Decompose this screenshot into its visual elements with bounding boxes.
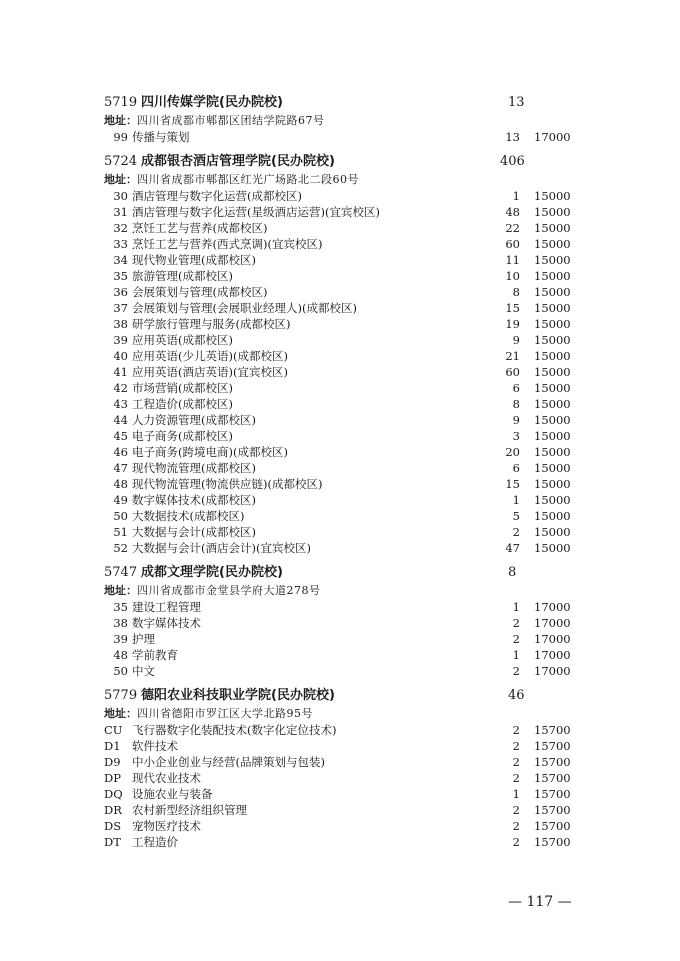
major-name: 现代物流管理(物流供应链)(成都校区) bbox=[132, 477, 323, 491]
school-block bbox=[0, 93, 680, 145]
major-tuition-fee: 15000 bbox=[534, 461, 571, 475]
major-code: 50 bbox=[113, 664, 128, 678]
school-address bbox=[0, 583, 680, 599]
major-tuition-fee: 17000 bbox=[534, 648, 571, 662]
major-tuition-fee: 15000 bbox=[534, 429, 571, 443]
major-code: DP bbox=[104, 771, 121, 785]
major-name: 学前教育 bbox=[132, 648, 178, 662]
major-code: D9 bbox=[104, 755, 121, 769]
major-tuition-fee: 15000 bbox=[534, 365, 571, 379]
major-name: 旅游管理(成都校区) bbox=[132, 269, 233, 283]
major-tuition-fee: 17000 bbox=[534, 600, 571, 614]
major-name: 应用英语(酒店英语)(宜宾校区) bbox=[132, 365, 288, 379]
school-address bbox=[0, 706, 680, 722]
major-tuition-fee: 15000 bbox=[534, 397, 571, 411]
address-label: 地址： bbox=[104, 173, 137, 186]
major-tuition-fee: 15000 bbox=[534, 301, 571, 315]
major-plan-count: 5 bbox=[512, 509, 520, 523]
major-tuition-fee: 17000 bbox=[534, 664, 571, 678]
major-name: 会展策划与管理(会展职业经理人)(成都校区) bbox=[132, 301, 357, 315]
major-code: DQ bbox=[104, 787, 123, 801]
major-name: 烹饪工艺与营养(成都校区) bbox=[132, 221, 268, 235]
major-row bbox=[0, 252, 680, 268]
major-tuition-fee: 17000 bbox=[534, 130, 571, 144]
major-name: 电子商务(成都校区) bbox=[132, 429, 233, 443]
major-code: 35 bbox=[113, 600, 128, 614]
major-name: 现代农业技术 bbox=[132, 771, 201, 785]
address-text: 四川省成都市金堂县学府大道278号 bbox=[137, 584, 321, 597]
major-row bbox=[0, 364, 680, 380]
major-code: 52 bbox=[113, 541, 128, 555]
major-code: 49 bbox=[113, 493, 128, 507]
major-name: 软件技术 bbox=[132, 739, 178, 753]
major-plan-count: 1 bbox=[512, 600, 520, 614]
address-label: 地址： bbox=[104, 707, 137, 720]
major-code: 46 bbox=[113, 445, 128, 459]
major-tuition-fee: 15700 bbox=[534, 723, 571, 737]
address-label: 地址： bbox=[104, 584, 137, 597]
major-tuition-fee: 15000 bbox=[534, 445, 571, 459]
major-code: 40 bbox=[113, 349, 128, 363]
major-plan-count: 10 bbox=[505, 269, 520, 283]
major-name: 建设工程管理 bbox=[132, 600, 201, 614]
major-plan-count: 2 bbox=[512, 819, 520, 833]
major-plan-count: 1 bbox=[512, 189, 520, 203]
major-code: 47 bbox=[113, 461, 128, 475]
major-tuition-fee: 17000 bbox=[534, 632, 571, 646]
major-name: 大数据与会计(成都校区) bbox=[132, 525, 256, 539]
major-tuition-fee: 15700 bbox=[534, 787, 571, 801]
major-plan-count: 2 bbox=[512, 616, 520, 630]
major-name: 数字媒体技术(成都校区) bbox=[132, 493, 256, 507]
major-name: 中小企业创业与经营(品牌策划与包装) bbox=[132, 755, 325, 769]
school-code: 5719 bbox=[104, 95, 138, 110]
major-code: 33 bbox=[113, 237, 128, 251]
major-name: 中文 bbox=[132, 664, 155, 678]
major-row bbox=[0, 129, 680, 145]
school-total-plan: 13 bbox=[508, 95, 525, 110]
major-code: DT bbox=[104, 835, 121, 849]
major-tuition-fee: 15000 bbox=[534, 237, 571, 251]
school-address bbox=[0, 172, 680, 188]
major-tuition-fee: 15700 bbox=[534, 771, 571, 785]
major-tuition-fee: 15700 bbox=[534, 819, 571, 833]
major-name: 工程造价 bbox=[132, 835, 178, 849]
address-text: 四川省成都市郫都区红光广场路北二段60号 bbox=[137, 173, 359, 186]
major-name: 酒店管理与数字化运营(星级酒店运营)(宜宾校区) bbox=[132, 205, 380, 219]
school-name: 成都文理学院(民办院校) bbox=[141, 565, 283, 580]
major-plan-count: 9 bbox=[512, 413, 520, 427]
major-plan-count: 19 bbox=[505, 317, 520, 331]
major-plan-count: 2 bbox=[512, 632, 520, 646]
major-tuition-fee: 15000 bbox=[534, 509, 571, 523]
major-code: 42 bbox=[113, 381, 128, 395]
major-tuition-fee: 15000 bbox=[534, 189, 571, 203]
major-plan-count: 15 bbox=[505, 301, 520, 315]
major-plan-count: 21 bbox=[505, 349, 520, 363]
major-name: 研学旅行管理与服务(成都校区) bbox=[132, 317, 291, 331]
major-plan-count: 8 bbox=[512, 397, 520, 411]
major-tuition-fee: 15000 bbox=[534, 317, 571, 331]
major-plan-count: 2 bbox=[512, 525, 520, 539]
major-plan-count: 2 bbox=[512, 755, 520, 769]
major-name: 烹饪工艺与营养(西式烹调)(宜宾校区) bbox=[132, 237, 323, 251]
major-row bbox=[0, 220, 680, 236]
major-row bbox=[0, 380, 680, 396]
major-plan-count: 60 bbox=[505, 365, 520, 379]
major-tuition-fee: 15000 bbox=[534, 381, 571, 395]
major-code: 32 bbox=[113, 221, 128, 235]
school-code: 5724 bbox=[104, 154, 138, 169]
major-row bbox=[0, 802, 680, 818]
major-tuition-fee: 15000 bbox=[534, 349, 571, 363]
school-total-plan: 406 bbox=[500, 154, 525, 169]
address-text: 四川省德阳市罗江区大学北路95号 bbox=[137, 707, 313, 720]
major-code: 34 bbox=[113, 253, 128, 267]
major-plan-count: 6 bbox=[512, 381, 520, 395]
major-row bbox=[0, 818, 680, 834]
major-row bbox=[0, 460, 680, 476]
major-plan-count: 2 bbox=[512, 664, 520, 678]
major-code: CU bbox=[104, 723, 123, 737]
page-number: — 117 — bbox=[508, 894, 572, 910]
major-name: 人力资源管理(成都校区) bbox=[132, 413, 256, 427]
major-code: DR bbox=[104, 803, 122, 817]
school-name: 德阳农业科技职业学院(民办院校) bbox=[141, 688, 335, 703]
major-tuition-fee: 15000 bbox=[534, 477, 571, 491]
major-row bbox=[0, 524, 680, 540]
major-code: 45 bbox=[113, 429, 128, 443]
major-plan-count: 20 bbox=[505, 445, 520, 459]
major-code: 38 bbox=[113, 317, 128, 331]
major-plan-count: 9 bbox=[512, 333, 520, 347]
school-total-plan: 8 bbox=[508, 565, 517, 580]
major-row bbox=[0, 738, 680, 754]
major-row bbox=[0, 204, 680, 220]
school-block bbox=[0, 686, 680, 850]
major-row bbox=[0, 268, 680, 284]
major-code: 43 bbox=[113, 397, 128, 411]
major-code: 99 bbox=[113, 130, 128, 144]
major-plan-count: 3 bbox=[512, 429, 520, 443]
address-label: 地址： bbox=[104, 114, 137, 127]
major-row bbox=[0, 348, 680, 364]
major-name: 现代物流管理(成都校区) bbox=[132, 461, 256, 475]
major-code: 51 bbox=[113, 525, 128, 539]
major-name: 酒店管理与数字化运营(成都校区) bbox=[132, 189, 302, 203]
major-row bbox=[0, 770, 680, 786]
major-row bbox=[0, 428, 680, 444]
school-block bbox=[0, 152, 680, 556]
major-row bbox=[0, 647, 680, 663]
school-name: 四川传媒学院(民办院校) bbox=[141, 95, 283, 110]
major-name: 大数据与会计(酒店会计)(宜宾校区) bbox=[132, 541, 311, 555]
major-plan-count: 60 bbox=[505, 237, 520, 251]
major-code: 48 bbox=[113, 648, 128, 662]
major-row bbox=[0, 300, 680, 316]
major-name: 宠物医疗技术 bbox=[132, 819, 201, 833]
major-code: 36 bbox=[113, 285, 128, 299]
major-tuition-fee: 15000 bbox=[534, 413, 571, 427]
school-total-plan: 46 bbox=[508, 688, 525, 703]
major-code: 44 bbox=[113, 413, 128, 427]
major-plan-count: 8 bbox=[512, 285, 520, 299]
major-name: 设施农业与装备 bbox=[132, 787, 213, 801]
major-code: 39 bbox=[113, 333, 128, 347]
major-code: 48 bbox=[113, 477, 128, 491]
major-row bbox=[0, 663, 680, 679]
major-plan-count: 6 bbox=[512, 461, 520, 475]
major-name: 电子商务(跨境电商)(成都校区) bbox=[132, 445, 288, 459]
major-tuition-fee: 15700 bbox=[534, 739, 571, 753]
school-header bbox=[0, 686, 680, 706]
major-plan-count: 1 bbox=[512, 787, 520, 801]
major-row bbox=[0, 444, 680, 460]
major-row bbox=[0, 599, 680, 615]
major-row bbox=[0, 786, 680, 802]
major-row bbox=[0, 316, 680, 332]
major-name: 应用英语(少儿英语)(成都校区) bbox=[132, 349, 288, 363]
major-name: 应用英语(成都校区) bbox=[132, 333, 233, 347]
major-code: 50 bbox=[113, 509, 128, 523]
major-row bbox=[0, 722, 680, 738]
major-tuition-fee: 15000 bbox=[534, 285, 571, 299]
major-name: 现代物业管理(成都校区) bbox=[132, 253, 256, 267]
major-name: 农村新型经济组织管理 bbox=[132, 803, 247, 817]
major-code: D1 bbox=[104, 739, 121, 753]
major-row bbox=[0, 332, 680, 348]
major-code: 30 bbox=[113, 189, 128, 203]
major-row bbox=[0, 236, 680, 252]
major-tuition-fee: 15700 bbox=[534, 835, 571, 849]
major-tuition-fee: 17000 bbox=[534, 616, 571, 630]
major-code: 35 bbox=[113, 269, 128, 283]
major-tuition-fee: 15700 bbox=[534, 803, 571, 817]
major-tuition-fee: 15000 bbox=[534, 205, 571, 219]
major-code: 31 bbox=[113, 205, 128, 219]
major-plan-count: 11 bbox=[505, 253, 520, 267]
major-row bbox=[0, 284, 680, 300]
major-plan-count: 13 bbox=[505, 130, 520, 144]
major-code: 37 bbox=[113, 301, 128, 315]
major-tuition-fee: 15000 bbox=[534, 333, 571, 347]
school-header bbox=[0, 152, 680, 172]
major-tuition-fee: 15000 bbox=[534, 253, 571, 267]
major-row bbox=[0, 834, 680, 850]
major-plan-count: 2 bbox=[512, 803, 520, 817]
major-name: 飞行器数字化装配技术(数字化定位技术) bbox=[132, 723, 337, 737]
major-row bbox=[0, 492, 680, 508]
major-name: 大数据技术(成都校区) bbox=[132, 509, 245, 523]
major-plan-count: 48 bbox=[505, 205, 520, 219]
school-name: 成都银杏酒店管理学院(民办院校) bbox=[141, 154, 335, 169]
major-tuition-fee: 15000 bbox=[534, 221, 571, 235]
school-block bbox=[0, 563, 680, 679]
major-name: 工程造价(成都校区) bbox=[132, 397, 233, 411]
major-plan-count: 22 bbox=[505, 221, 520, 235]
major-tuition-fee: 15000 bbox=[534, 493, 571, 507]
major-row bbox=[0, 754, 680, 770]
major-code: 41 bbox=[113, 365, 128, 379]
major-plan-count: 47 bbox=[505, 541, 520, 555]
admission-plan-list bbox=[0, 93, 680, 857]
school-code: 5779 bbox=[104, 688, 138, 703]
major-tuition-fee: 15000 bbox=[534, 525, 571, 539]
major-tuition-fee: 15000 bbox=[534, 269, 571, 283]
major-plan-count: 1 bbox=[512, 648, 520, 662]
school-code: 5747 bbox=[104, 565, 138, 580]
major-row bbox=[0, 396, 680, 412]
major-tuition-fee: 15000 bbox=[534, 541, 571, 555]
major-row bbox=[0, 188, 680, 204]
school-header bbox=[0, 563, 680, 583]
major-row bbox=[0, 540, 680, 556]
major-row bbox=[0, 631, 680, 647]
major-name: 传播与策划 bbox=[132, 130, 190, 144]
major-name: 数字媒体技术 bbox=[132, 616, 201, 630]
school-header bbox=[0, 93, 680, 113]
major-plan-count: 2 bbox=[512, 739, 520, 753]
major-row bbox=[0, 476, 680, 492]
major-row bbox=[0, 412, 680, 428]
major-code: 38 bbox=[113, 616, 128, 630]
major-row bbox=[0, 615, 680, 631]
major-tuition-fee: 15700 bbox=[534, 755, 571, 769]
major-code: 39 bbox=[113, 632, 128, 646]
address-text: 四川省成都市郫都区团结学院路67号 bbox=[137, 114, 325, 127]
major-name: 护理 bbox=[132, 632, 155, 646]
major-code: DS bbox=[104, 819, 122, 833]
major-name: 会展策划与管理(成都校区) bbox=[132, 285, 268, 299]
major-plan-count: 1 bbox=[512, 493, 520, 507]
major-plan-count: 2 bbox=[512, 771, 520, 785]
major-plan-count: 2 bbox=[512, 723, 520, 737]
major-name: 市场营销(成都校区) bbox=[132, 381, 233, 395]
school-address bbox=[0, 113, 680, 129]
major-plan-count: 15 bbox=[505, 477, 520, 491]
major-row bbox=[0, 508, 680, 524]
major-plan-count: 2 bbox=[512, 835, 520, 849]
